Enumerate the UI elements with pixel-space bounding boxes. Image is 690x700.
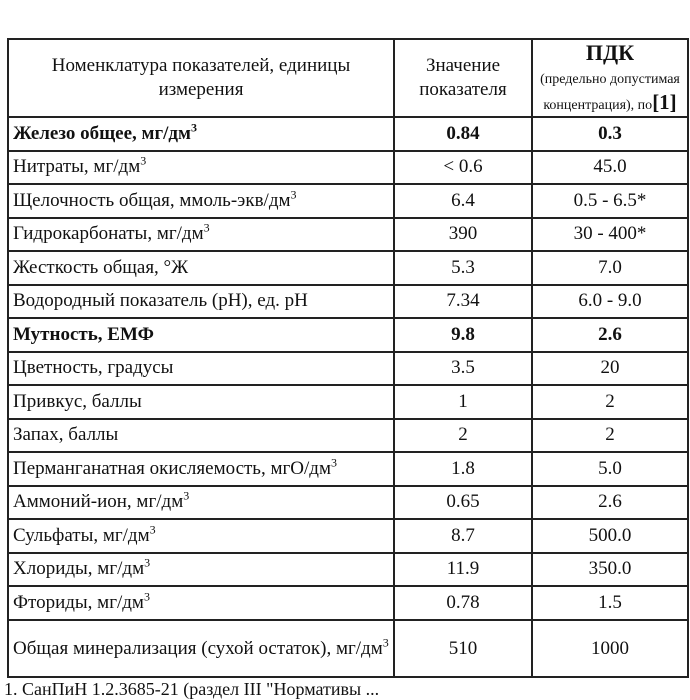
indicator-value: 9.8 bbox=[394, 318, 532, 352]
indicator-name bbox=[8, 251, 394, 285]
unit-superscript: 3 bbox=[382, 635, 389, 650]
table-row bbox=[8, 620, 688, 677]
indicator-label: Сульфаты, мг/дм bbox=[13, 524, 150, 546]
indicator-value: 0.84 bbox=[394, 117, 532, 151]
indicator-pdk: 7.0 bbox=[532, 251, 688, 285]
unit-superscript: 3 bbox=[143, 589, 150, 604]
table-row bbox=[8, 519, 688, 553]
pdk-subtitle: (предельно допустимая концентрация), по bbox=[540, 72, 680, 113]
indicator-name bbox=[8, 452, 394, 486]
indicator-value: 510 bbox=[394, 620, 532, 677]
indicator-name bbox=[8, 151, 394, 185]
indicator-label: Мутность, ЕМФ bbox=[13, 323, 154, 345]
unit-superscript: 3 bbox=[290, 187, 297, 202]
indicator-value: 8.7 bbox=[394, 519, 532, 553]
unit-superscript: 3 bbox=[140, 153, 147, 168]
indicator-pdk: 1.5 bbox=[532, 586, 688, 620]
indicator-name bbox=[8, 352, 394, 386]
indicator-pdk: 5.0 bbox=[532, 452, 688, 486]
indicator-label: Щелочность общая, ммоль-экв/дм bbox=[13, 189, 291, 211]
table-row bbox=[8, 218, 688, 252]
indicator-value: 6.4 bbox=[394, 184, 532, 218]
table-row bbox=[8, 117, 688, 151]
table-row bbox=[8, 151, 688, 185]
unit-superscript: 3 bbox=[183, 488, 190, 503]
indicator-name bbox=[8, 385, 394, 419]
table-row bbox=[8, 352, 688, 386]
indicator-name bbox=[8, 218, 394, 252]
indicator-label: Фториды, мг/дм bbox=[13, 591, 144, 613]
header-value: Значение показателя bbox=[394, 39, 532, 117]
table-row bbox=[8, 285, 688, 319]
indicator-pdk: 2 bbox=[532, 419, 688, 453]
indicator-value: 7.34 bbox=[394, 285, 532, 319]
table-row bbox=[8, 486, 688, 520]
indicator-label: Запах, баллы bbox=[13, 424, 119, 446]
indicator-pdk: 30 - 400* bbox=[532, 218, 688, 252]
table-row bbox=[8, 385, 688, 419]
indicator-name bbox=[8, 486, 394, 520]
footnote: 1. СанПиН 1.2.3685-21 (раздел III "Нормативы ... bbox=[4, 679, 380, 699]
indicator-value: 3.5 bbox=[394, 352, 532, 386]
indicator-pdk: 0.3 bbox=[532, 117, 688, 151]
indicator-label: Нитраты, мг/дм bbox=[13, 156, 141, 178]
table-row bbox=[8, 419, 688, 453]
indicator-label: Хлориды, мг/дм bbox=[13, 558, 145, 580]
indicator-label: Перманганатная окисляемость, мгО/дм bbox=[13, 457, 331, 479]
indicator-pdk: 2.6 bbox=[532, 486, 688, 520]
reference-link: [1] bbox=[652, 90, 677, 114]
indicator-label: Цветность, градусы bbox=[13, 357, 174, 379]
pdk-title: ПДК bbox=[585, 40, 635, 65]
header-pdk bbox=[532, 39, 688, 117]
indicator-name bbox=[8, 318, 394, 352]
table-row bbox=[8, 251, 688, 285]
header-name: Номенклатура показателей, единицы измерения bbox=[8, 39, 394, 117]
water-quality-table bbox=[7, 38, 689, 678]
indicator-name bbox=[8, 285, 394, 319]
indicator-value: 1.8 bbox=[394, 452, 532, 486]
indicator-value: 11.9 bbox=[394, 553, 532, 587]
indicator-pdk: 350.0 bbox=[532, 553, 688, 587]
indicator-name bbox=[8, 620, 394, 677]
indicator-value: 0.78 bbox=[394, 586, 532, 620]
indicator-pdk: 20 bbox=[532, 352, 688, 386]
indicator-name bbox=[8, 553, 394, 587]
indicator-name bbox=[8, 117, 394, 151]
indicator-pdk: 2 bbox=[532, 385, 688, 419]
indicator-label: Общая минерализация (сухой остаток), мг/дм bbox=[13, 637, 383, 659]
indicator-value: 0.65 bbox=[394, 486, 532, 520]
table-row bbox=[8, 452, 688, 486]
indicator-label: Железо общее, мг/дм bbox=[13, 122, 191, 144]
unit-superscript: 3 bbox=[203, 220, 210, 235]
indicator-name bbox=[8, 586, 394, 620]
unit-superscript: 3 bbox=[149, 522, 156, 537]
table-row bbox=[8, 184, 688, 218]
header-row bbox=[8, 39, 688, 117]
table-row bbox=[8, 318, 688, 352]
indicator-pdk: 1000 bbox=[532, 620, 688, 677]
unit-superscript: 3 bbox=[144, 555, 151, 570]
indicator-label: Аммоний-ион, мг/дм bbox=[13, 491, 184, 513]
indicator-value: 1 bbox=[394, 385, 532, 419]
indicator-value: 390 bbox=[394, 218, 532, 252]
indicator-name bbox=[8, 519, 394, 553]
indicator-pdk: 45.0 bbox=[532, 151, 688, 185]
indicator-value: 5.3 bbox=[394, 251, 532, 285]
indicator-pdk: 0.5 - 6.5* bbox=[532, 184, 688, 218]
indicator-pdk: 500.0 bbox=[532, 519, 688, 553]
indicator-value: 2 bbox=[394, 419, 532, 453]
indicator-label: Водородный показатель (рН), ед. рН bbox=[13, 290, 308, 312]
indicator-label: Привкус, баллы bbox=[13, 390, 142, 412]
indicator-value: < 0.6 bbox=[394, 151, 532, 185]
table-row bbox=[8, 586, 688, 620]
table-row bbox=[8, 553, 688, 587]
indicator-pdk: 6.0 - 9.0 bbox=[532, 285, 688, 319]
indicator-label: Гидрокарбонаты, мг/дм bbox=[13, 223, 204, 245]
unit-superscript: 3 bbox=[190, 120, 197, 135]
indicator-name bbox=[8, 184, 394, 218]
indicator-label: Жесткость общая, °Ж bbox=[13, 256, 189, 278]
indicator-pdk: 2.6 bbox=[532, 318, 688, 352]
indicator-name bbox=[8, 419, 394, 453]
unit-superscript: 3 bbox=[330, 455, 337, 470]
